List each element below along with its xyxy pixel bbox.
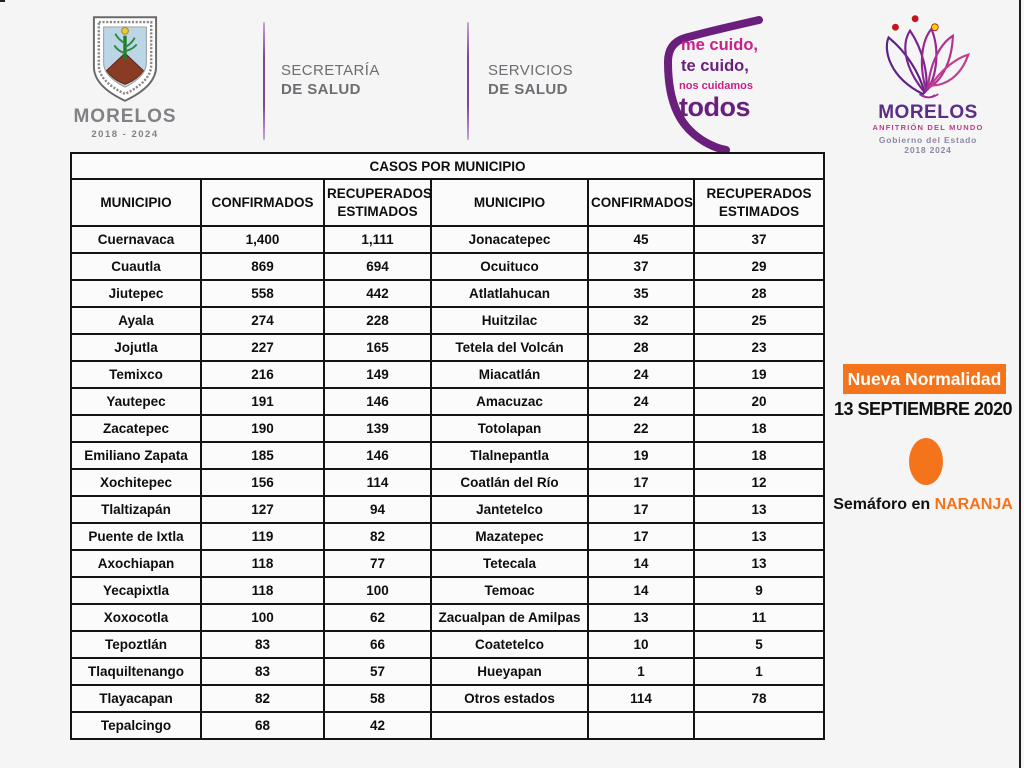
municipio-cell: Tlaltizapán <box>71 496 201 523</box>
municipio-cell: Ocuituco <box>431 253 588 280</box>
confirmados-cell: 45 <box>588 226 694 253</box>
recuperados-cell: 23 <box>694 334 824 361</box>
table-title-row <box>71 153 824 179</box>
confirmados-cell: 1,400 <box>201 226 324 253</box>
confirmados-cell: 558 <box>201 280 324 307</box>
municipio-cell: Otros estados <box>431 685 588 712</box>
municipio-cell: Temoac <box>431 577 588 604</box>
recuperados-cell: 13 <box>694 523 824 550</box>
shield-line4: todos <box>679 92 750 122</box>
confirmados-cell: 14 <box>588 577 694 604</box>
servicios-line2: DE SALUD <box>488 80 568 98</box>
confirmados-cell: 1 <box>588 658 694 685</box>
municipio-cell: Puente de Ixtla <box>71 523 201 550</box>
secretaria-line1: SECRETARÍA <box>281 62 380 79</box>
recuperados-cell: 57 <box>324 658 431 685</box>
confirmados-cell: 28 <box>588 334 694 361</box>
municipio-cell: Jonacatepec <box>431 226 588 253</box>
morelos-logo-years: 2018 - 2024 <box>91 129 159 140</box>
recuperados-cell: 19 <box>694 361 824 388</box>
municipio-cell: Jiutepec <box>71 280 201 307</box>
recuperados-cell: 82 <box>324 523 431 550</box>
cases-table <box>70 152 825 740</box>
table-row <box>71 469 824 496</box>
confirmados-cell: 83 <box>201 631 324 658</box>
servicios-line1: SERVICIOS <box>488 62 574 79</box>
table-row <box>71 253 824 280</box>
recuperados-cell: 18 <box>694 442 824 469</box>
recuperados-cell: 20 <box>694 388 824 415</box>
table-row <box>71 280 824 307</box>
morelos-logo-title: MORELOS <box>73 106 177 127</box>
shield-line3: nos cuidamos <box>679 80 753 92</box>
recuperados-cell: 13 <box>694 496 824 523</box>
confirmados-cell: 156 <box>201 469 324 496</box>
municipio-cell <box>431 712 588 739</box>
me-cuido-shield-logo <box>655 10 773 152</box>
confirmados-cell: 227 <box>201 334 324 361</box>
anfitrion-logo-gov: Gobierno del Estado <box>878 135 978 145</box>
confirmados-cell: 17 <box>588 523 694 550</box>
municipio-cell: Zacualpan de Amilpas <box>431 604 588 631</box>
date-label: 13 SEPTIEMBRE 2020 <box>833 399 1013 419</box>
recuperados-cell: 100 <box>324 577 431 604</box>
confirmados-cell: 869 <box>201 253 324 280</box>
column-header: MUNICIPIO <box>71 179 201 226</box>
table-row <box>71 604 824 631</box>
confirmados-cell: 118 <box>201 550 324 577</box>
municipio-cell: Tlayacapan <box>71 685 201 712</box>
recuperados-cell: 13 <box>694 550 824 577</box>
table-row <box>71 226 824 253</box>
table-row <box>71 712 824 739</box>
confirmados-cell: 17 <box>588 496 694 523</box>
table-row <box>71 496 824 523</box>
recuperados-cell: 442 <box>324 280 431 307</box>
secretaria-line2: DE SALUD <box>281 80 361 98</box>
municipio-cell: Tepoztlán <box>71 631 201 658</box>
recuperados-cell: 694 <box>324 253 431 280</box>
municipio-cell: Tlaquiltenango <box>71 658 201 685</box>
recuperados-cell: 18 <box>694 415 824 442</box>
confirmados-cell <box>588 712 694 739</box>
recuperados-cell: 58 <box>324 685 431 712</box>
anfitrion-logo-years: 2018 2024 <box>904 145 952 155</box>
recuperados-cell: 29 <box>694 253 824 280</box>
column-header: CONFIRMADOS <box>201 179 324 226</box>
municipio-cell: Yautepec <box>71 388 201 415</box>
municipio-cell: Jantetelco <box>431 496 588 523</box>
municipio-cell: Coatetelco <box>431 631 588 658</box>
semaforo-value: NARANJA <box>934 496 1013 513</box>
table-row <box>71 658 824 685</box>
confirmados-cell: 274 <box>201 307 324 334</box>
confirmados-cell: 35 <box>588 280 694 307</box>
recuperados-cell: 146 <box>324 388 431 415</box>
recuperados-cell: 9 <box>694 577 824 604</box>
table-row <box>71 550 824 577</box>
shield-line1: me cuido, <box>681 36 759 54</box>
municipio-cell: Yecapixtla <box>71 577 201 604</box>
table-row <box>71 307 824 334</box>
column-header: MUNICIPIO <box>431 179 588 226</box>
confirmados-cell: 127 <box>201 496 324 523</box>
table-row <box>71 442 824 469</box>
divider <box>263 22 265 140</box>
recuperados-cell: 94 <box>324 496 431 523</box>
confirmados-cell: 68 <box>201 712 324 739</box>
recuperados-cell: 62 <box>324 604 431 631</box>
confirmados-cell: 119 <box>201 523 324 550</box>
confirmados-cell: 24 <box>588 388 694 415</box>
municipio-cell: Xoxocotla <box>71 604 201 631</box>
confirmados-cell: 24 <box>588 361 694 388</box>
municipio-cell: Tetela del Volcán <box>431 334 588 361</box>
confirmados-cell: 14 <box>588 550 694 577</box>
confirmados-cell: 17 <box>588 469 694 496</box>
municipio-cell: Zacatepec <box>71 415 201 442</box>
confirmados-cell: 32 <box>588 307 694 334</box>
municipio-cell: Temixco <box>71 361 201 388</box>
confirmados-cell: 10 <box>588 631 694 658</box>
recuperados-cell: 11 <box>694 604 824 631</box>
secretaria-de-salud-label <box>281 62 380 100</box>
table-row <box>71 577 824 604</box>
orange-semaforo-dot <box>909 438 943 485</box>
column-header: RECUPERADOS ESTIMADOS <box>324 179 431 226</box>
recuperados-cell: 25 <box>694 307 824 334</box>
recuperados-cell: 139 <box>324 415 431 442</box>
confirmados-cell: 185 <box>201 442 324 469</box>
column-header: CONFIRMADOS <box>588 179 694 226</box>
recuperados-cell: 37 <box>694 226 824 253</box>
confirmados-cell: 82 <box>201 685 324 712</box>
corner-artifact <box>0 0 5 2</box>
semaforo-label <box>828 496 1018 514</box>
recuperados-cell: 78 <box>694 685 824 712</box>
confirmados-cell: 114 <box>588 685 694 712</box>
edge-line <box>1019 0 1021 768</box>
recuperados-cell: 146 <box>324 442 431 469</box>
confirmados-cell: 13 <box>588 604 694 631</box>
table-row <box>71 415 824 442</box>
municipio-cell: Coatlán del Río <box>431 469 588 496</box>
municipio-cell: Axochiapan <box>71 550 201 577</box>
recuperados-cell: 114 <box>324 469 431 496</box>
column-header: RECUPERADOS ESTIMADOS <box>694 179 824 226</box>
table-row <box>71 631 824 658</box>
recuperados-cell: 28 <box>694 280 824 307</box>
table-body <box>71 226 824 739</box>
municipio-cell: Huitzilac <box>431 307 588 334</box>
recuperados-cell: 66 <box>324 631 431 658</box>
municipio-cell: Amacuzac <box>431 388 588 415</box>
municipio-cell: Hueyapan <box>431 658 588 685</box>
table-row <box>71 685 824 712</box>
recuperados-cell: 165 <box>324 334 431 361</box>
municipio-cell: Miacatlán <box>431 361 588 388</box>
recuperados-cell: 228 <box>324 307 431 334</box>
table-row <box>71 388 824 415</box>
confirmados-cell: 83 <box>201 658 324 685</box>
confirmados-cell: 216 <box>201 361 324 388</box>
divider <box>467 22 469 140</box>
recuperados-cell: 5 <box>694 631 824 658</box>
recuperados-cell <box>694 712 824 739</box>
recuperados-cell: 149 <box>324 361 431 388</box>
confirmados-cell: 22 <box>588 415 694 442</box>
municipio-cell: Tepalcingo <box>71 712 201 739</box>
servicios-de-salud-label <box>488 62 573 100</box>
recuperados-cell: 1,111 <box>324 226 431 253</box>
table-row <box>71 361 824 388</box>
anfitrion-logo-title: MORELOS <box>878 102 978 123</box>
municipio-cell: Atlatlahucan <box>431 280 588 307</box>
municipio-cell: Totolapan <box>431 415 588 442</box>
confirmados-cell: 191 <box>201 388 324 415</box>
table-row <box>71 523 824 550</box>
municipio-cell: Ayala <box>71 307 201 334</box>
confirmados-cell: 19 <box>588 442 694 469</box>
confirmados-cell: 100 <box>201 604 324 631</box>
municipio-cell: Tlalnepantla <box>431 442 588 469</box>
municipio-cell: Xochitepec <box>71 469 201 496</box>
shield-line2: te cuido, <box>681 57 749 75</box>
recuperados-cell: 1 <box>694 658 824 685</box>
municipio-cell: Cuernavaca <box>71 226 201 253</box>
municipio-cell: Tetecala <box>431 550 588 577</box>
municipio-cell: Mazatepec <box>431 523 588 550</box>
table-title: CASOS POR MUNICIPIO <box>71 153 824 179</box>
recuperados-cell: 12 <box>694 469 824 496</box>
morelos-coat-logo <box>60 14 190 140</box>
table-row <box>71 334 824 361</box>
recuperados-cell: 42 <box>324 712 431 739</box>
confirmados-cell: 118 <box>201 577 324 604</box>
coat-of-arms-icon <box>91 14 159 104</box>
flower-icon <box>868 8 988 103</box>
anfitrion-logo-subtitle: ANFITRIÓN DEL MUNDO <box>872 123 984 132</box>
morelos-anfitrion-logo <box>858 8 998 156</box>
municipio-cell: Jojutla <box>71 334 201 361</box>
nueva-normalidad-badge: Nueva Normalidad <box>843 364 1006 394</box>
municipio-cell: Cuautla <box>71 253 201 280</box>
municipio-cell: Emiliano Zapata <box>71 442 201 469</box>
confirmados-cell: 190 <box>201 415 324 442</box>
semaforo-prefix: Semáforo en <box>833 496 935 513</box>
confirmados-cell: 37 <box>588 253 694 280</box>
recuperados-cell: 77 <box>324 550 431 577</box>
table-header-row <box>71 179 824 226</box>
